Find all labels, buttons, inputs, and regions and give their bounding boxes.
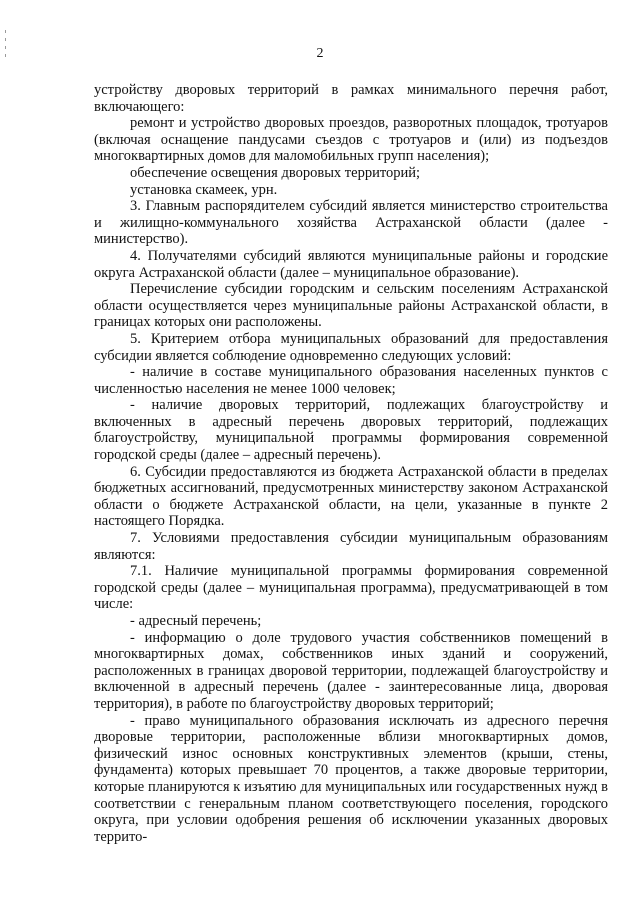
paragraph: - наличие дворовых территорий, подлежащих благоустройству и включенных в адресный перечень дворовых территорий, подлежащих благоустройству, муниципальной программы формирования современной городской среды (далее – адресный перечень). <box>94 397 608 464</box>
paragraph: 7. Условиями предоставления субсидии муниципальным образованиям являются: <box>94 530 608 563</box>
paragraph: - информацию о доле трудового участия собственников помещений в многоквартирных домах, собственников иных зданий и сооружений, расположенных в границах дворовой территории, подлежащей благоустройству и включенной в адресный перечень (далее - заинтересованные лица, дворовая территория), в работе по благоустройству дворовых территорий; <box>94 629 608 712</box>
paragraph: 7.1. Наличие муниципальной программы формирования современной городской среды (далее – муниципальная программа), предусматривающей в том числе: <box>94 563 608 613</box>
paragraph: обеспечение освещения дворовых территорий; <box>130 164 421 181</box>
paragraph: 6. Субсидии предоставляются из бюджета Астраханской области в пределах бюджетных ассигнований, предусмотренных министерству законом Астраханской области о бюджете Астраханской области, на цели, указанные в пункте 2 настоящего Порядка. <box>94 463 608 530</box>
paragraph: 4. Получателями субсидий являются муниципальные районы и городские округа Астраханской области (далее – муниципальное образование). <box>94 247 608 281</box>
paragraph: Перечисление субсидии городским и сельским поселениям Астраханской области осуществляется через муниципальные районы Астраханской области, в границах которых они расположены. <box>94 281 608 331</box>
paragraph: 5. Критерием отбора муниципальных образований для предоставления субсидии является соблюдение одновременно следующих условий: <box>94 330 608 364</box>
paragraph: устройству дворовых территорий в рамках минимального перечня работ, включающего: <box>94 82 608 115</box>
paragraph: ремонт и устройство дворовых проездов, разворотных площадок, тротуаров (включая оснащение пандусами съездов с тротуаров и (или) из подъездов многоквартирных домов для маломобильных групп населения); <box>94 115 608 165</box>
paragraph: установка скамеек, урн. <box>130 181 278 198</box>
paragraph: - право муниципального образования исключать из адресного перечня дворовые территории, расположенные вблизи многоквартирных домов, физический износ основных конструктивных элементов (крыши, стены, фундамента) которых превышает 70 процентов, а также дворовые территории, которые планируются к изъятию для муниципальных или государственных нужд в соответствии с генеральным планом соответствующего поселения, городского округа, при условии одобрения решения об исключении указанных дворовых террито- <box>94 712 608 845</box>
paragraph: - адресный перечень; <box>130 613 262 629</box>
document-body <box>94 82 608 845</box>
paragraph: - наличие в составе муниципального образования населенных пунктов с численностью населения не менее 1000 человек; <box>94 364 608 397</box>
paragraph: 3. Главным распорядителем субсидий является министерство строительства и жилищно-коммунального хозяйства Астраханской области (далее - министерство). <box>94 198 608 248</box>
page-number: 2 <box>316 46 324 61</box>
